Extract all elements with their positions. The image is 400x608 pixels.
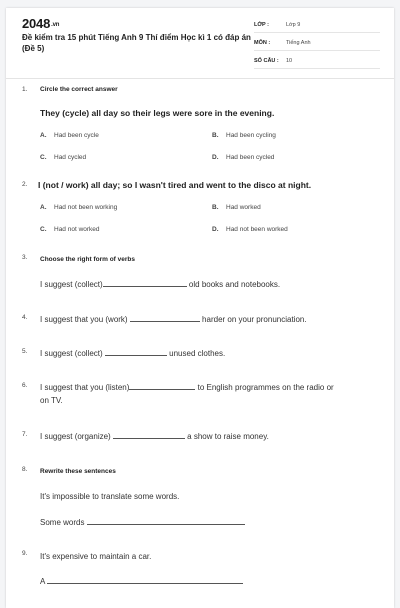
fill-sentence-continued: on TV. [40,396,63,405]
option-letter: D. [212,226,219,233]
rewrite-line: A [40,576,243,586]
answer-blank[interactable] [87,517,245,525]
question-stem: They (cycle) all day so their legs were sore in the evening. [40,108,275,118]
question-number: 2. [22,181,28,188]
original-sentence: It's expensive to maintain a car. [40,552,152,561]
question-number: 8. [22,466,28,473]
option-a[interactable]: Had not been working [54,204,118,211]
answer-blank[interactable] [113,431,185,439]
answer-blank[interactable] [47,576,243,584]
worksheet-header [6,8,394,68]
option-a[interactable]: Had been cycle [54,132,99,139]
meta-row-subject: MÔN : Tiếng Anh [254,36,380,51]
instruction: Rewrite these sentences [40,468,116,475]
question-stem: I (not / work) all day; so I wasn't tired and went to the disco at night. [38,180,312,190]
option-letter: C. [40,154,47,161]
option-c[interactable]: Had not worked [54,226,100,233]
site-logo[interactable]: 2048.vn [22,16,60,31]
meta-box [254,18,380,72]
option-d[interactable]: Had been cycled [226,154,275,161]
question-number: 7. [22,431,28,438]
fill-sentence: I suggest (organize) a show to raise money. [40,432,269,441]
option-letter: B. [212,132,219,139]
question-number: 1. [22,86,28,93]
fill-sentence: I suggest (collect) unused clothes. [40,349,226,358]
fill-sentence: I suggest that you (work) harder on your pronunciation. [40,315,307,324]
answer-blank[interactable] [103,279,187,287]
answer-blank[interactable] [105,348,167,356]
question-number: 3. [22,254,28,261]
meta-row-class: LỚP : Lớp 9 [254,18,380,33]
option-c[interactable]: Had cycled [54,154,87,161]
answer-blank[interactable] [130,314,200,322]
question-number: 9. [22,550,28,557]
worksheet [6,8,394,608]
instruction: Choose the right form of verbs [40,256,135,263]
original-sentence: It's impossible to translate some words. [40,492,180,501]
option-letter: B. [212,204,219,211]
question-number: 6. [22,382,28,389]
question-number: 5. [22,348,28,355]
rewrite-line: Some words [40,517,245,527]
fill-sentence: I suggest (collect) old books and notebooks. [40,280,281,289]
instruction: Circle the correct answer [40,86,118,93]
option-b[interactable]: Had worked [226,204,261,211]
option-b[interactable]: Had been cycling [226,132,276,139]
option-letter: A. [40,204,47,211]
fill-sentence: I suggest that you (listen) to English programmes on the radio or [40,383,334,392]
meta-row-count: SỐ CÂU : 10 [254,54,380,69]
option-letter: A. [40,132,47,139]
option-letter: C. [40,226,47,233]
option-d[interactable]: Had not been worked [226,226,288,233]
answer-blank[interactable] [129,382,195,390]
question-number: 4. [22,314,28,321]
page-title: Đề kiểm tra 15 phút Tiếng Anh 9 Thí điểm Học kì 1 có đáp án (Đề 5) [22,33,251,53]
header-divider [6,78,394,79]
option-letter: D. [212,154,219,161]
